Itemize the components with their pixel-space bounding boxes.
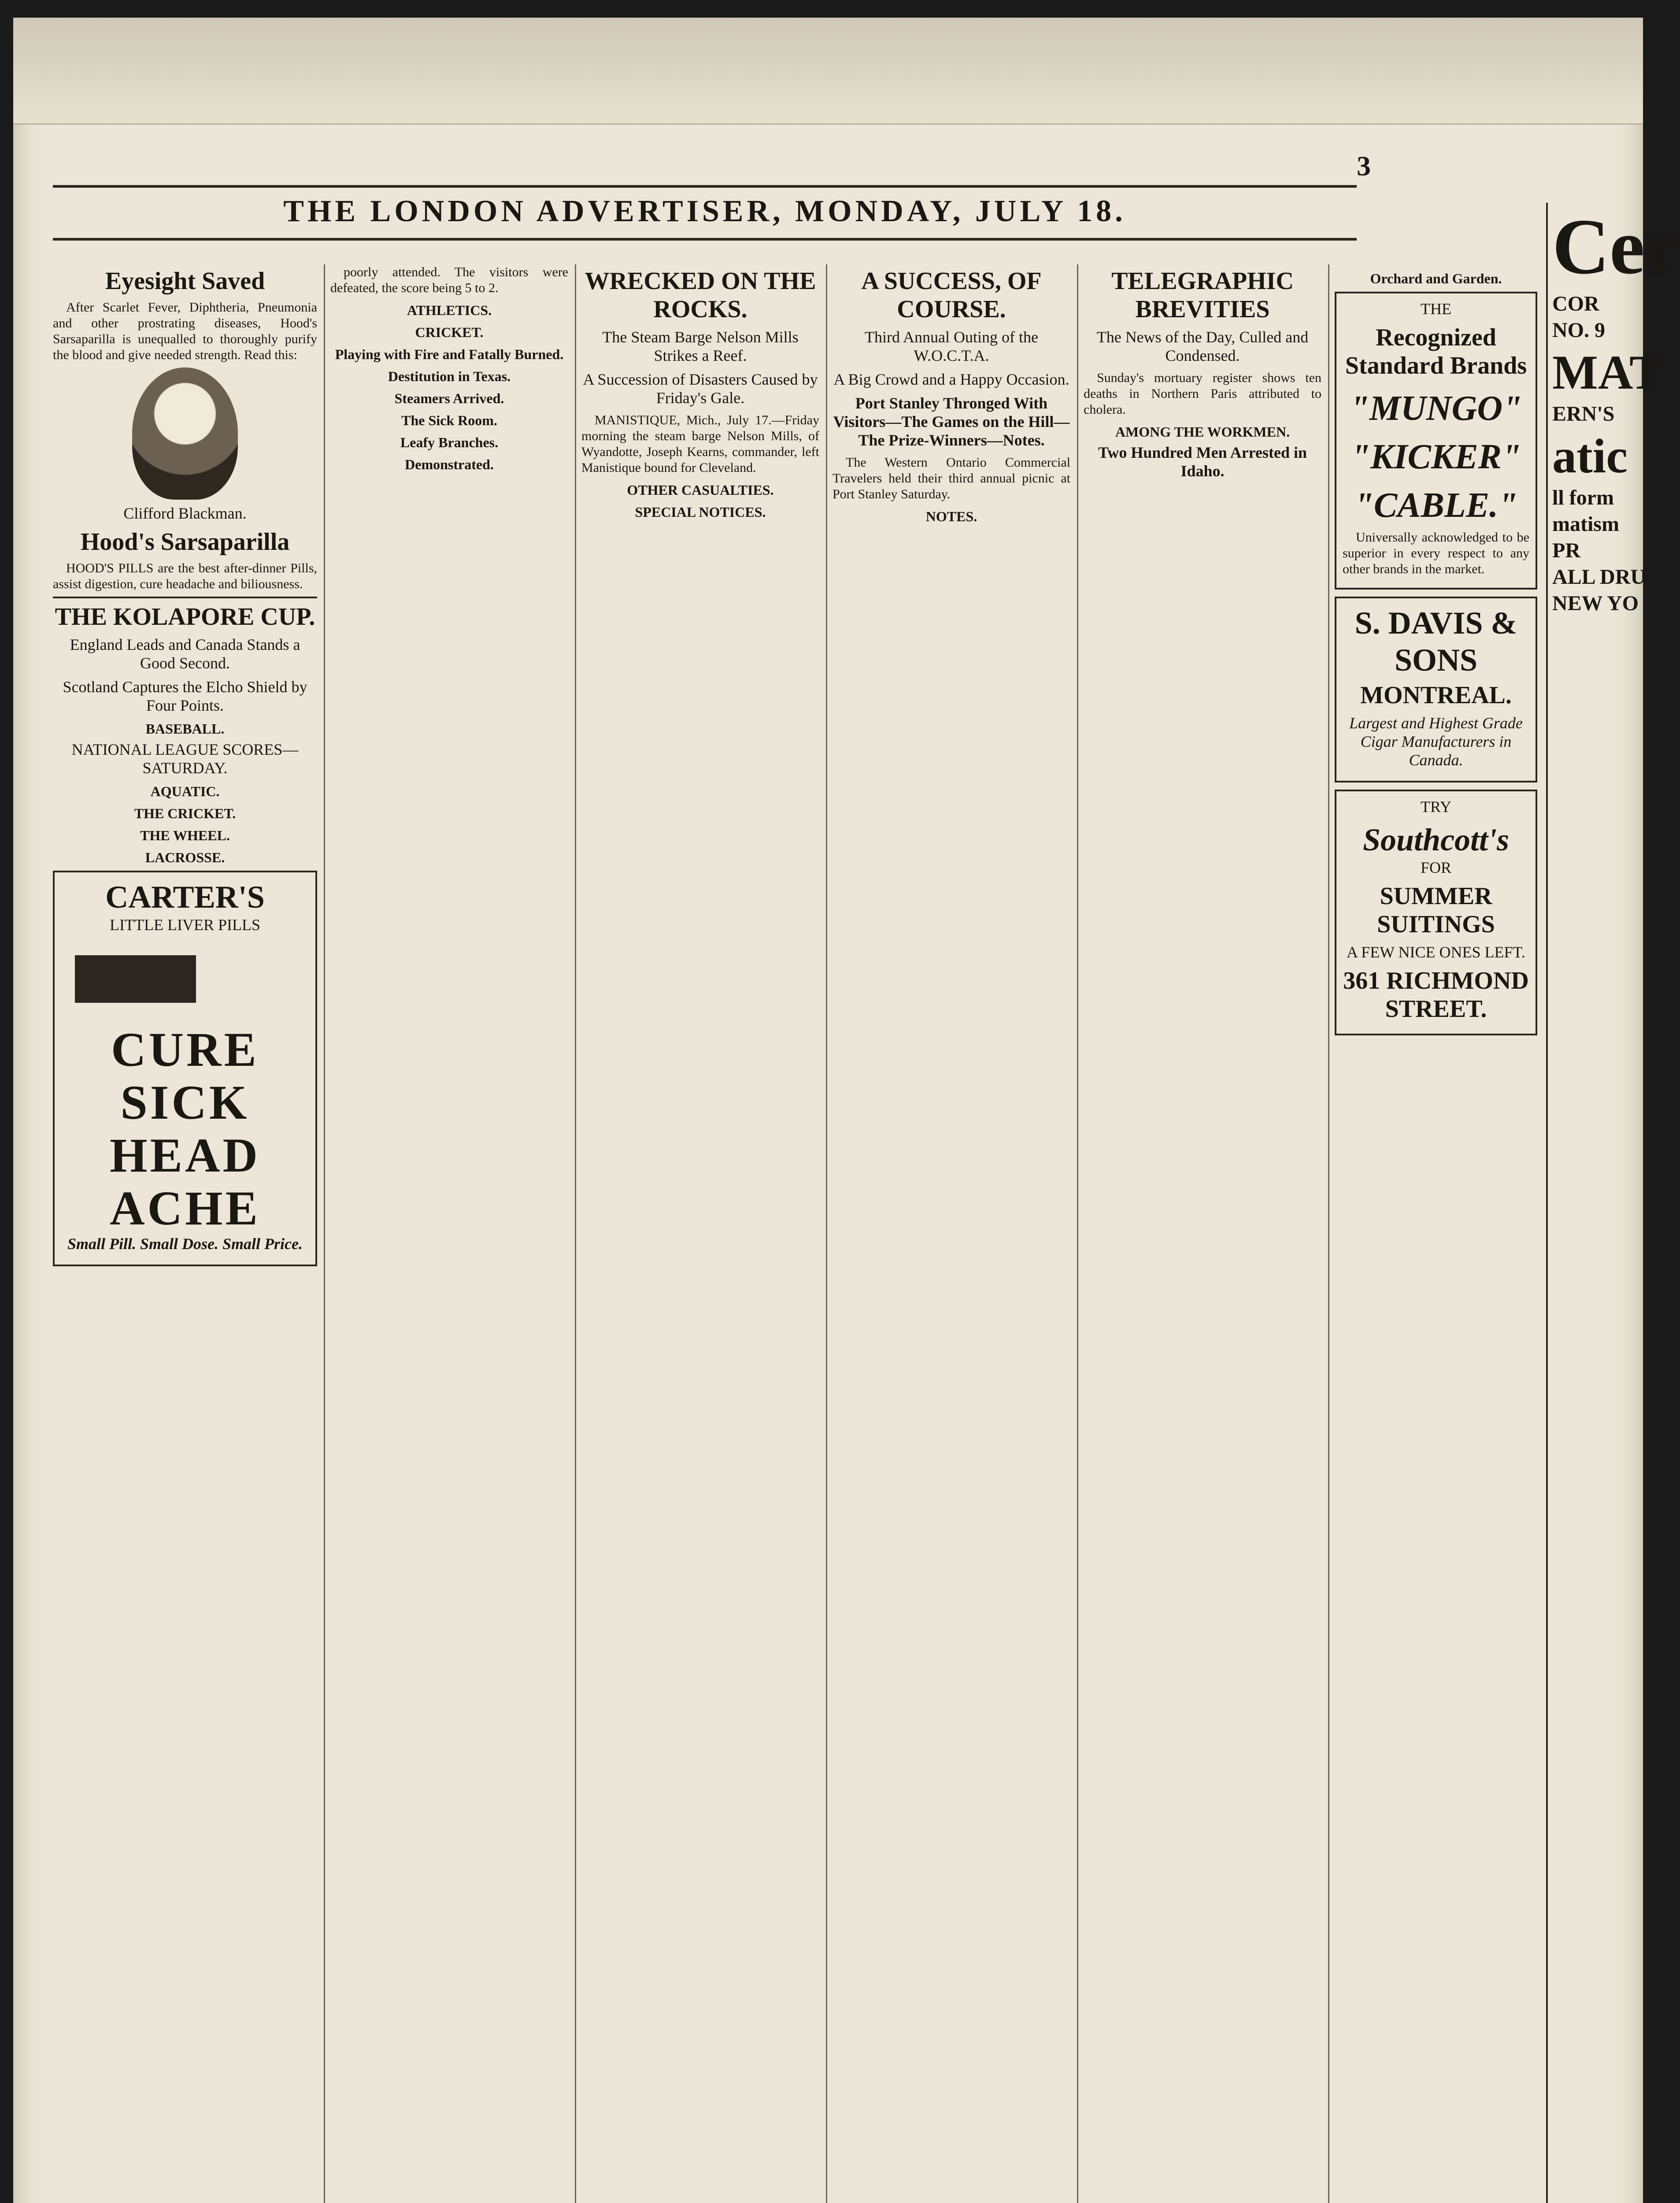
carters-footer: Small Pill. Small Dose. Small Price. [67,1235,303,1253]
recognized-brands: Recognized Standard Brands [1345,324,1527,379]
brand-cable: "CABLE." [1354,486,1518,525]
scrap-line: ERN'S [1552,402,1615,426]
southcott-advertisement [1335,790,1537,1035]
success-text: The Western Ontario Commercial Travelers held their third annual picnic at Port Stanley Saturday. [833,455,1070,501]
rocks-text: MANISTIQUE, Mich., July 17.—Friday morning the steam barge Nelson Mills, of Wyandotte, Joseph Kearns, commander, left Manistique bound for Cleveland. [581,413,819,475]
column-rule [324,264,325,2203]
few-left: A FEW NICE ONES LEFT. [1347,943,1525,961]
masthead: THE LONDON ADVERTISER, MONDAY, JULY 18. [283,194,1126,228]
hoods-pills-text: HOOD'S PILLS are the best after-dinner Pills, assist digestion, cure headache and biliousness. [53,561,317,591]
carters-advertisement [53,871,317,1266]
ache-word: ACHE [110,1181,260,1235]
page-number: 3 [1357,150,1371,182]
column-3 [581,264,819,2203]
column-rule [575,264,576,2203]
davis-title: S. DAVIS & SONS [1354,605,1517,678]
scrap-line: COR [1552,292,1599,315]
column-rule [1077,264,1078,2203]
standard-brands-advertisement [1335,292,1537,590]
brevities-heading: TELEGRAPHIC BREVITIES [1111,267,1294,323]
notes-heading: NOTES. [925,508,977,524]
workmen-heading: AMONG THE WORKMEN. [1115,424,1290,440]
fire-heading: Playing with Fire and Fatally Burned. [335,346,564,362]
divider [53,597,317,598]
rocks-heading: WRECKED ON THE ROCKS. [585,267,816,323]
workmen-subheading: Two Hundred Men Arrested in Idaho. [1098,444,1307,480]
success-subheading-3: Port Stanley Thronged With Visitors—The Games on the Hill—The Prize-Winners—Notes. [833,394,1070,449]
southcott-name: Southcott's [1362,822,1510,857]
baseball-subheading: NATIONAL LEAGUE SCORES—SATURDAY. [71,741,299,777]
brevities-text: Sunday's mortuary register shows ten deaths in Northern Paris attributed to cholera. [1084,371,1321,417]
newspaper-page [13,18,1680,2203]
scrap-line: PR [1552,539,1580,562]
hoods-heading: Hood's Sarsaparilla [80,528,290,556]
success-subheading-2: A Big Crowd and a Happy Occasion. [833,371,1069,388]
eyesight-text: After Scarlet Fever, Diphtheria, Pneumonia and other prostrating diseases, Hood's Sarsaparilla is unequalled to thoroughly purify the blood and give needed strength. Read this: [53,300,317,362]
torn-top-edge [13,18,1643,125]
portrait-illustration [132,367,238,500]
scrap-line: Cer [1552,203,1680,290]
davis-city: MONTREAL. [1360,682,1512,709]
southcott-try: TRY [1420,798,1451,816]
cure-word: CURE [111,1023,259,1076]
cricket-heading: CRICKET. [415,324,484,340]
kolapore-heading: THE KOLAPORE CUP. [55,603,315,630]
rocks-subheading-2: A Succession of Disasters Caused by Friday's Gale. [583,371,818,407]
portrait-caption: Clifford Blackman. [123,504,247,522]
rocks-subheading: The Steam Barge Nelson Mills Strikes a Reef. [602,328,799,364]
column-rule [826,264,827,2203]
baseball-heading: BASEBALL. [145,721,225,737]
other-casualties-heading: OTHER CASUALTIES. [627,482,774,498]
scrap-line: matism [1552,512,1619,536]
kolapore-subheading-2: Scotland Captures the Elcho Shield by Four Points. [63,678,307,714]
column-4 [833,264,1070,2203]
column-1 [53,264,317,2203]
column-6 [1335,264,1537,2203]
masthead-rule-top [53,185,1357,188]
lacrosse-heading: LACROSSE. [145,849,225,865]
eyesight-heading: Eyesight Saved [105,267,265,295]
masthead-rule-bottom [53,238,1357,241]
success-heading: A SUCCESS, OF COURSE. [861,267,1042,323]
sickroom-heading: The Sick Room. [401,412,497,428]
success-subheading: Third Annual Outing of the W.O.C.T.A. [865,328,1038,364]
summer-suitings: SUMMER SUITINGS [1377,883,1495,938]
special-notices-heading: SPECIAL NOTICES. [635,504,766,520]
cricket-heading: THE CRICKET. [134,805,236,821]
carters-sub: LITTLE LIVER PILLS [110,916,260,934]
brevities-subheading: The News of the Day, Culled and Condensed. [1096,328,1309,364]
scrap-line: ll form [1552,486,1614,509]
adjacent-page-fragment [1546,203,1680,2203]
intro-text: poorly attended. The visitors were defeated, the score being 5 to 2. [330,265,568,295]
brand-kicker: "KICKER" [1351,438,1521,476]
orchard-heading: Orchard and Garden. [1370,271,1502,286]
column-5 [1084,264,1321,2203]
scrap-line: MAT [1552,345,1662,399]
kolapore-subheading: England Leads and Canada Stands a Good Second. [70,636,300,672]
southcott-address: 361 RICHMOND STREET. [1343,967,1529,1023]
athletics-heading: ATHLETICS. [407,302,492,318]
aquatic-heading: AQUATIC. [150,783,220,799]
leafy-heading: Leafy Branches. [400,434,499,450]
southcott-for: FOR [1420,859,1452,876]
scrap-line: atic [1552,429,1628,483]
pointing-hand-icon [75,939,295,1019]
brand-mungo: "MUNGO" [1350,389,1522,428]
sick-word: SICK [120,1076,250,1129]
head-word: HEAD [110,1128,260,1182]
wheel-heading: THE WHEEL. [140,827,230,843]
scrap-line: ALL DRU [1552,565,1646,589]
davis-sub: Largest and Highest Grade Cigar Manufacturers in Canada. [1349,714,1523,769]
demonstrated-heading: Demonstrated. [405,456,494,472]
davis-advertisement [1335,597,1537,783]
ad-the: THE [1421,300,1451,318]
column-rule [1328,264,1329,2203]
brands-text: Universally acknowledged to be superior in every respect to any other brands in the market. [1343,530,1529,576]
column-2 [330,264,568,2203]
destitution-heading: Destitution in Texas. [388,368,511,384]
scrap-line: NO. 9 [1552,319,1605,342]
carters-name: CARTER'S [105,879,265,915]
steamers-heading: Steamers Arrived. [394,390,504,406]
scrap-line: NEW YO [1552,592,1639,615]
